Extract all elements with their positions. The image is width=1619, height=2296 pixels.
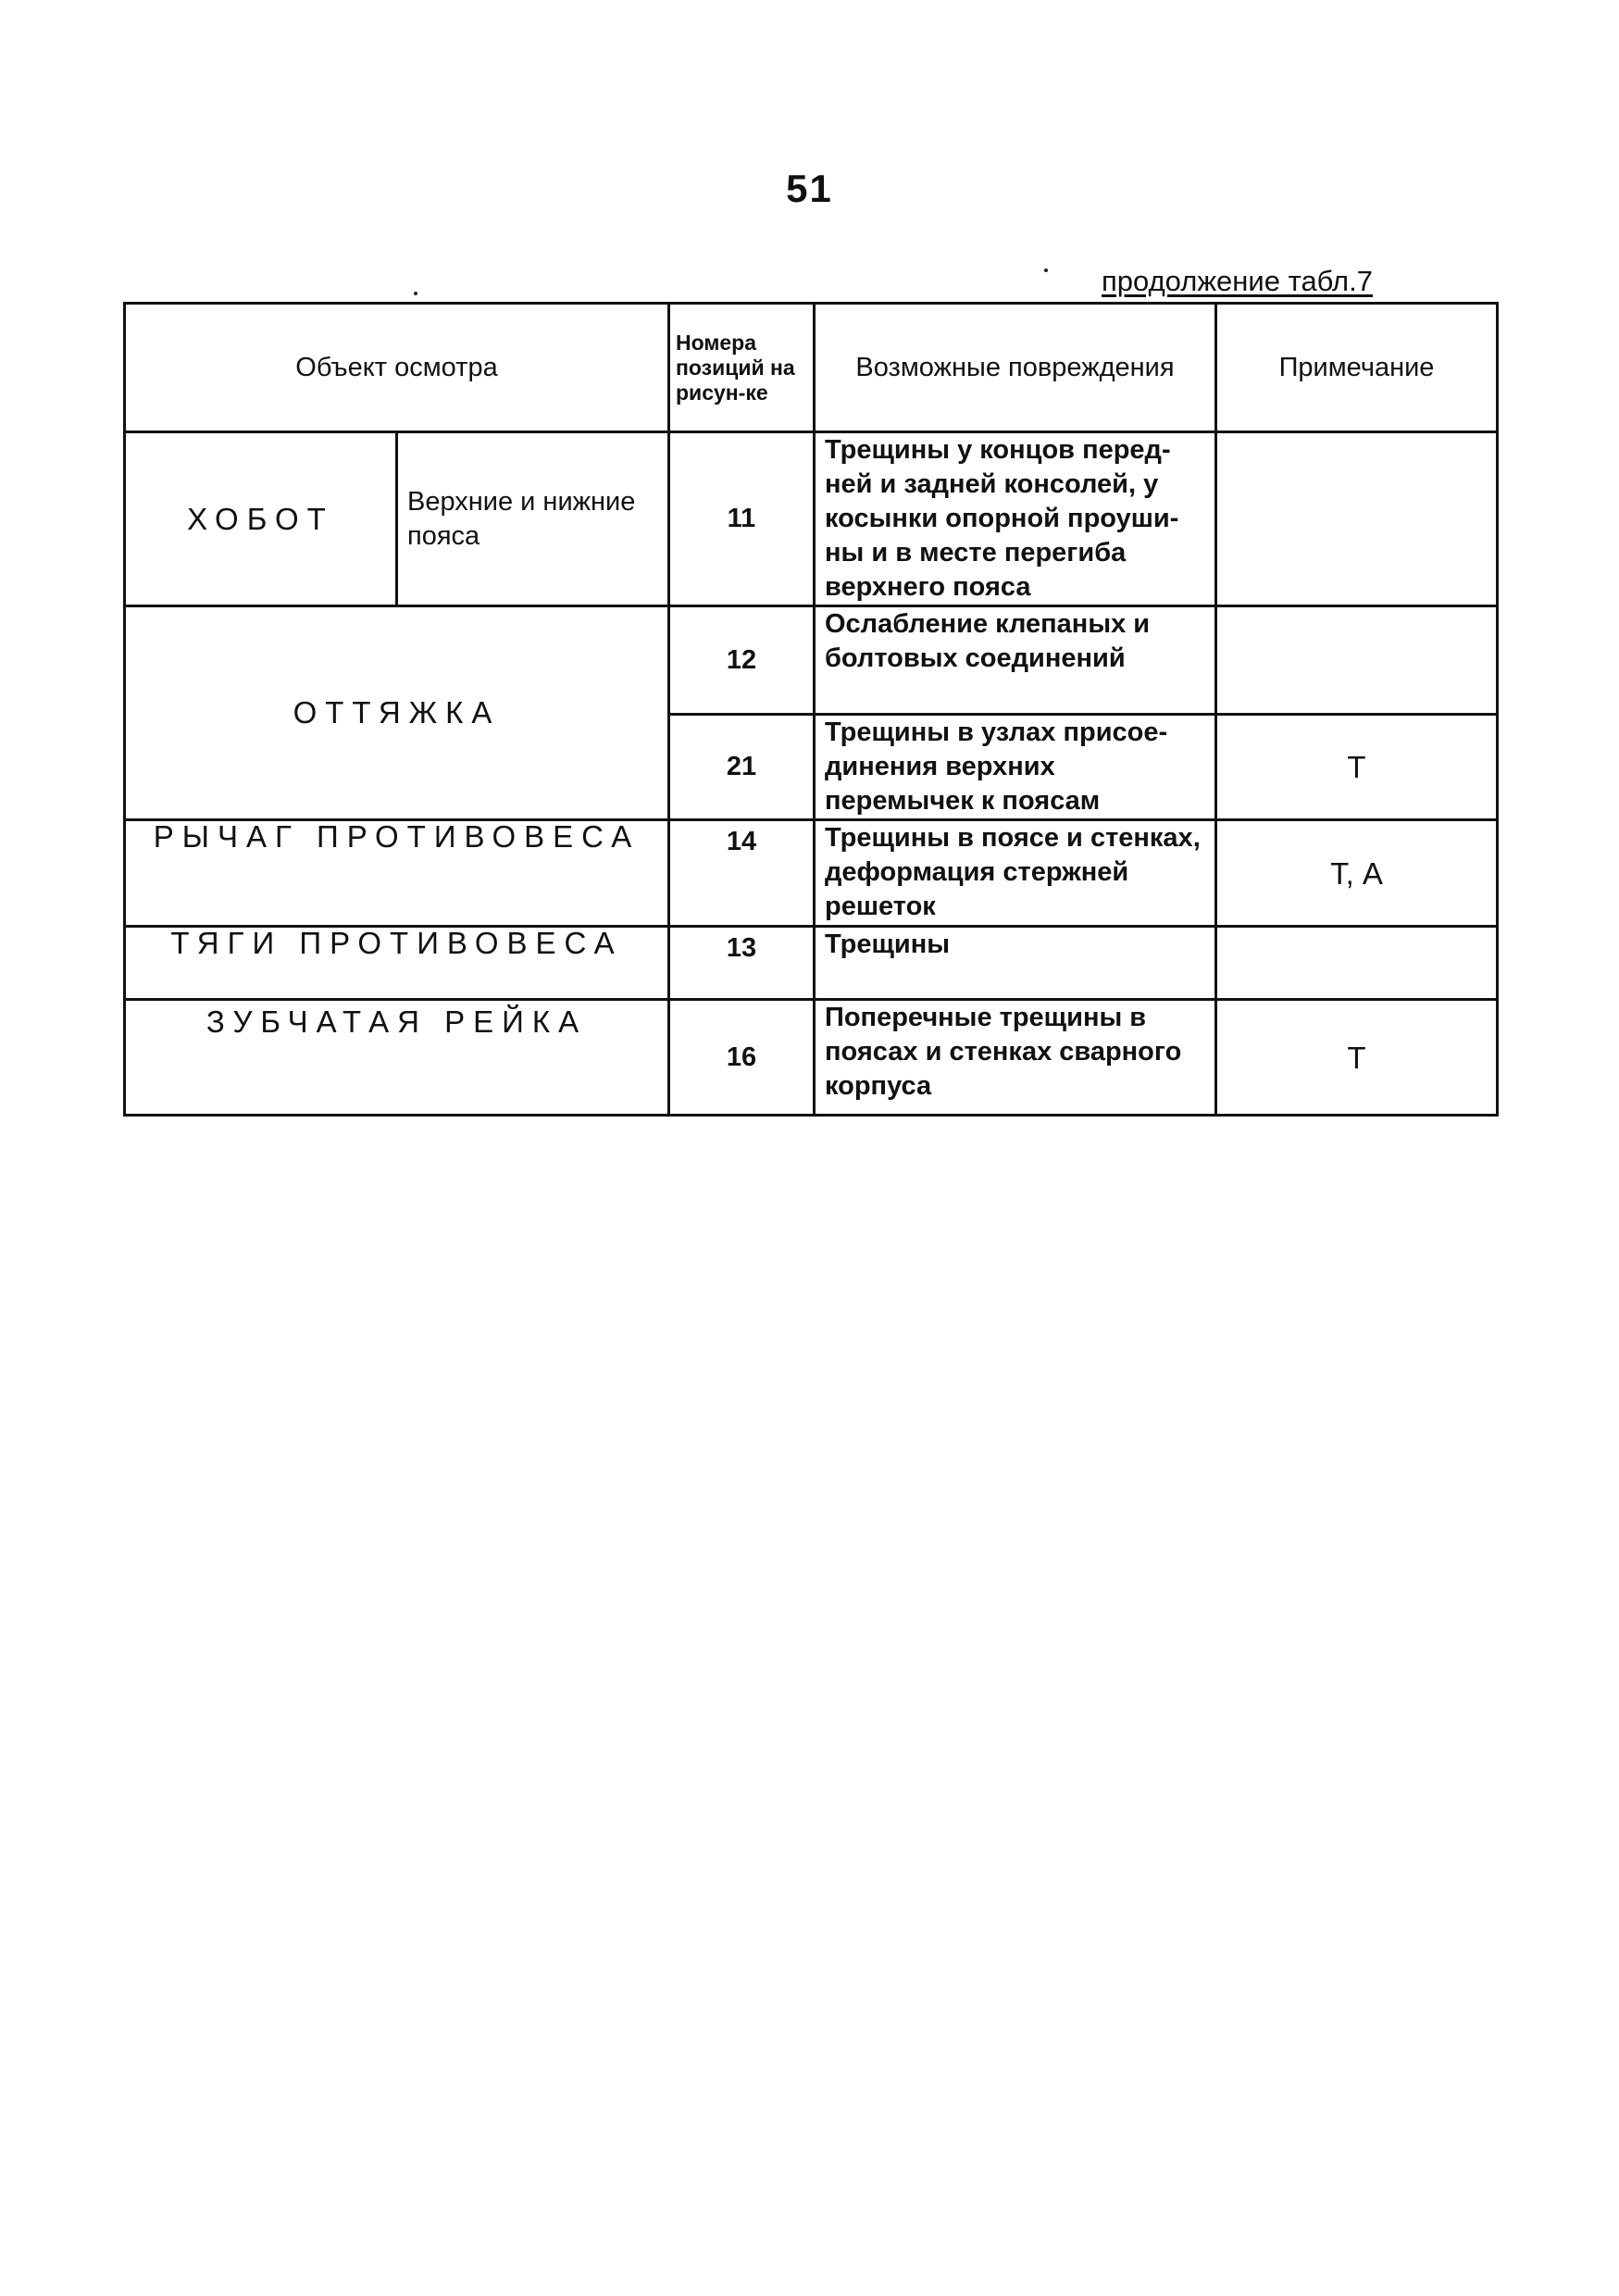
position-cell: 16 — [669, 1000, 815, 1116]
table-row — [125, 606, 1498, 715]
damage-cell: Поперечные трещины в поясах и стенках сварного корпуса — [815, 1000, 1216, 1116]
object-cell: РЫЧАГ ПРОТИВОВЕСА — [125, 820, 669, 927]
table-continuation-label: продолжение табл.7 — [1102, 265, 1373, 297]
table-row — [125, 927, 1498, 1000]
position-cell: 12 — [669, 606, 815, 715]
object-cell: ЗУБЧАТАЯ РЕЙКА — [125, 1000, 669, 1116]
scan-speck — [414, 292, 417, 295]
damage-cell: Трещины у концов перед-ней и задней консолей, у косынки опорной проуши-ны и в месте перегиба верхнего пояса — [815, 432, 1216, 606]
note-cell — [1216, 927, 1498, 1000]
position-cell: 13 — [669, 927, 815, 1000]
header-positions: Номера позиций на рисун-ке — [669, 304, 815, 432]
damage-cell: Трещины — [815, 927, 1216, 1000]
table-row — [125, 1000, 1498, 1116]
object-cell: ТЯГИ ПРОТИВОВЕСА — [125, 927, 669, 1000]
note-cell — [1216, 606, 1498, 715]
inspection-table — [123, 302, 1499, 1117]
damage-cell: Трещины в поясе и стенках, деформация стержней решеток — [815, 820, 1216, 927]
position-cell: 11 — [669, 432, 815, 606]
sub-object-cell: Верхние и нижние пояса — [397, 432, 669, 606]
note-cell: Т, А — [1216, 820, 1498, 927]
header-damages: Возможные повреждения — [815, 304, 1216, 432]
header-object: Объект осмотра — [125, 304, 669, 432]
object-cell: ОТТЯЖКА — [125, 606, 669, 820]
object-cell: ХОБОТ — [125, 432, 397, 606]
damage-cell: Ослабление клепаных и болтовых соединений — [815, 606, 1216, 715]
position-cell: 14 — [669, 820, 815, 927]
position-cell: 21 — [669, 715, 815, 820]
note-cell: Т — [1216, 1000, 1498, 1116]
header-note: Примечание — [1216, 304, 1498, 432]
table-header-row — [125, 304, 1498, 432]
note-cell — [1216, 432, 1498, 606]
table-row — [125, 432, 1498, 606]
scan-speck — [1044, 268, 1048, 272]
page-number: 51 — [786, 167, 833, 210]
note-cell: Т — [1216, 715, 1498, 820]
damage-cell: Трещины в узлах присое-динения верхних перемычек к поясам — [815, 715, 1216, 820]
table-row — [125, 820, 1498, 927]
